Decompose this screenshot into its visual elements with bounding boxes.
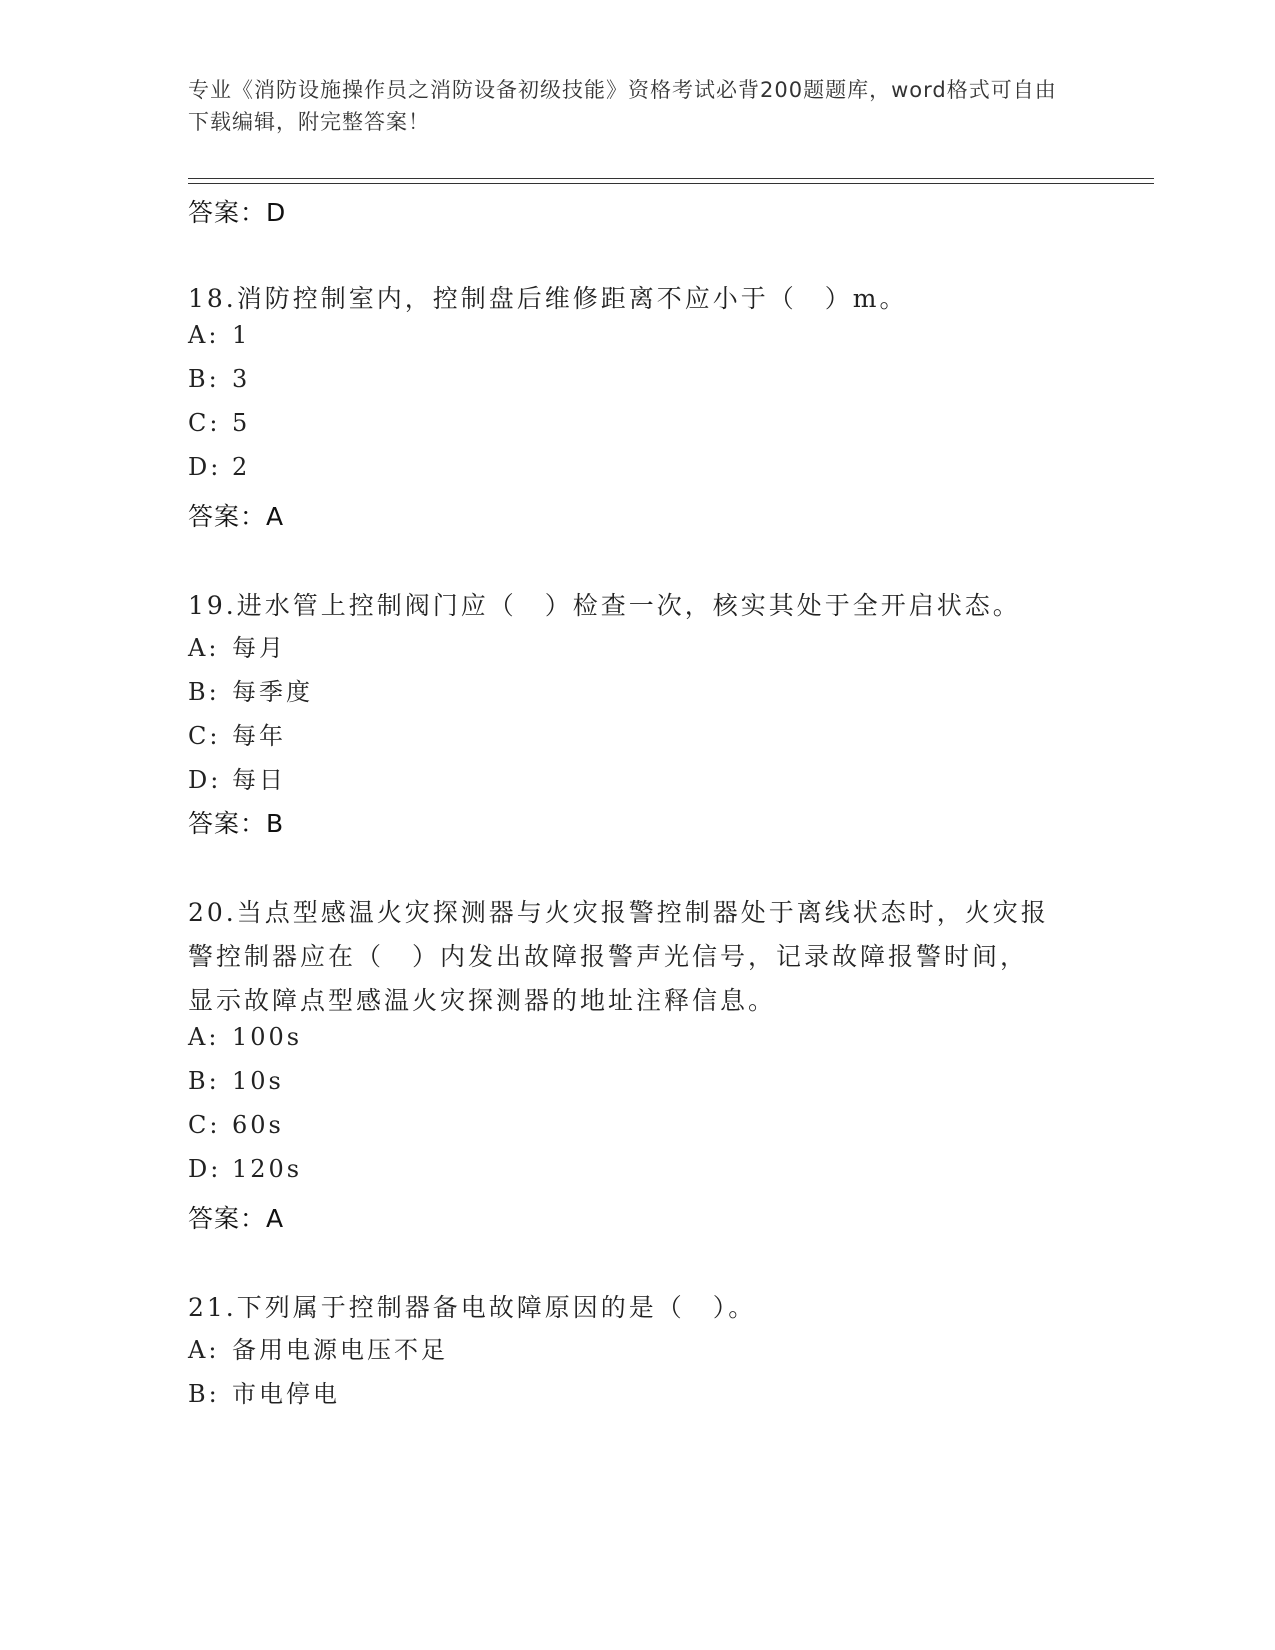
question-20-option-c xyxy=(188,1111,284,1139)
question-18-text: 18.消防控制室内，控制盘后维修距离不应小于（ ）m。 xyxy=(188,284,908,313)
option-label: A: xyxy=(188,1023,220,1051)
option-text: 10s xyxy=(232,1067,284,1095)
option-text: 1 xyxy=(232,321,251,349)
option-text: 备用电源电压不足 xyxy=(232,1336,448,1364)
question-18-option-b xyxy=(188,365,250,393)
question-20-option-d xyxy=(188,1155,302,1183)
question-18-option-c xyxy=(188,409,250,437)
option-label: D: xyxy=(188,1155,222,1183)
question-21-option-a xyxy=(188,1330,448,1365)
answer-prev: 答案：D xyxy=(188,198,287,227)
question-18-option-d xyxy=(188,453,250,481)
document-header: 专业《消防设施操作员之消防设备初级技能》资格考试必背200题题库，word格式可自由下载编辑，附完整答案！ xyxy=(188,78,1057,134)
question-19-option-a xyxy=(188,628,286,663)
question-20-option-b xyxy=(188,1067,284,1095)
option-text: 3 xyxy=(232,365,251,393)
option-text: 每季度 xyxy=(232,678,313,706)
option-text: 每月 xyxy=(232,634,286,662)
question-18-option-a xyxy=(188,321,250,349)
option-text: 每日 xyxy=(232,766,286,794)
option-text: 5 xyxy=(232,409,251,437)
question-19-answer: 答案：B xyxy=(188,809,285,838)
question-19-option-d xyxy=(188,760,286,795)
option-label: B: xyxy=(188,1067,220,1095)
option-text: 市电停电 xyxy=(232,1380,340,1408)
option-text: 100s xyxy=(232,1023,303,1051)
question-21-option-b xyxy=(188,1374,340,1409)
option-label: B: xyxy=(188,678,220,706)
option-text: 2 xyxy=(232,453,251,481)
option-text: 120s xyxy=(232,1155,303,1183)
question-18-answer: 答案：A xyxy=(188,502,285,531)
option-label: B: xyxy=(188,1380,220,1408)
header-rule-bottom xyxy=(188,183,1154,184)
option-text: 每年 xyxy=(232,722,286,750)
option-label: C: xyxy=(188,722,221,750)
option-text: 60s xyxy=(232,1111,284,1139)
option-label: B: xyxy=(188,365,220,393)
option-label: D: xyxy=(188,766,222,794)
option-label: A: xyxy=(188,1336,220,1364)
option-label: D: xyxy=(188,453,222,481)
question-21-text: 21.下列属于控制器备电故障原因的是（ ）。 xyxy=(188,1293,757,1322)
option-label: A: xyxy=(188,634,220,662)
option-label: C: xyxy=(188,409,221,437)
question-20-text: 20.当点型感温火灾探测器与火灾报警控制器处于离线状态时，火灾报警控制器应在（ ）内发出故障报警声光信号，记录故障报警时间，显示故障点型感温火灾探测器的地址注释信息。 xyxy=(188,898,1049,1015)
header-rule-top xyxy=(188,178,1154,179)
question-19-option-c xyxy=(188,716,286,751)
question-20-option-a xyxy=(188,1023,302,1051)
option-label: A: xyxy=(188,321,220,349)
question-19-text: 19.进水管上控制阀门应（ ）检查一次，核实其处于全开启状态。 xyxy=(188,591,1021,620)
option-label: C: xyxy=(188,1111,221,1139)
question-20-answer: 答案：A xyxy=(188,1204,285,1233)
question-19-option-b xyxy=(188,672,313,707)
